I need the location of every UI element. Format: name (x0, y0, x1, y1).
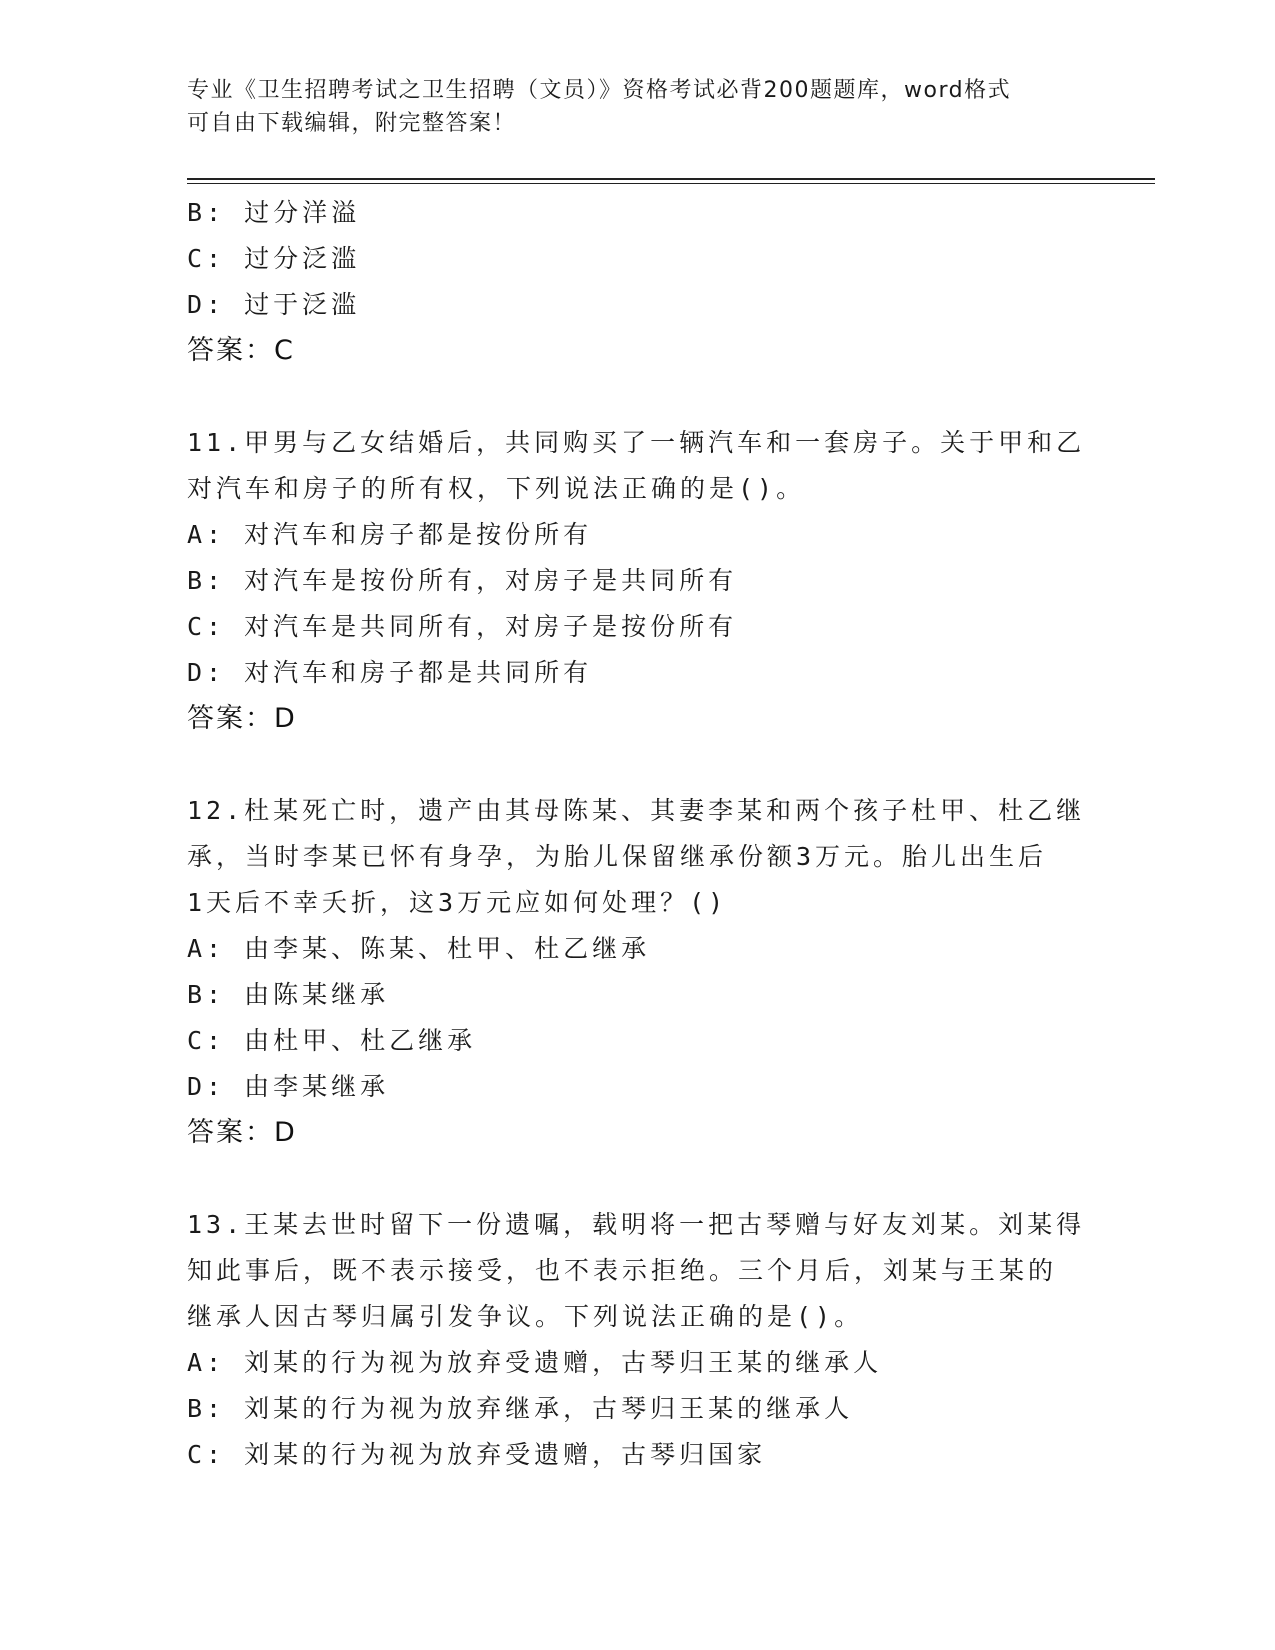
question-12 (187, 788, 1087, 1156)
question-options (187, 190, 1087, 328)
option-d: D: 由李某继承 (187, 1072, 390, 1101)
header-divider-thin (187, 183, 1155, 184)
stem-line: 知此事后，既不表示接受，也不表示拒绝。三个月后，刘某与王某的 (187, 1256, 1058, 1285)
answer-line: 答案：D (187, 1117, 297, 1148)
question-13 (187, 1202, 1087, 1478)
option-b: B: 刘某的行为视为放弃继承，古琴归王某的继承人 (187, 1394, 854, 1423)
stem-line: 12.杜某死亡时，遗产由其母陈某、其妻李某和两个孩子杜甲、杜乙继 (187, 796, 1086, 825)
question-stem (187, 420, 1087, 512)
question-stem (187, 1202, 1087, 1340)
question-list (187, 190, 1087, 1478)
option-c: C: 过分泛滥 (187, 244, 361, 273)
stem-line: 1天后不幸夭折，这3万元应如何处理？() (187, 888, 728, 917)
question-stem (187, 788, 1087, 926)
option-a: A: 对汽车和房子都是按份所有 (187, 520, 593, 549)
stem-line: 承，当时李某已怀有身孕，为胎儿保留继承份额3万元。胎儿出生后 (187, 842, 1048, 871)
stem-line: 对汽车和房子的所有权，下列说法正确的是()。 (187, 474, 806, 503)
answer-line: 答案：C (187, 335, 295, 366)
option-a: A: 刘某的行为视为放弃受遗赠，古琴归王某的继承人 (187, 1348, 883, 1377)
answer-line: 答案：D (187, 703, 297, 734)
option-d: D: 过于泛滥 (187, 290, 361, 319)
option-a: A: 由李某、陈某、杜甲、杜乙继承 (187, 934, 651, 963)
stem-line: 11.甲男与乙女结婚后，共同购买了一辆汽车和一套房子。关于甲和乙 (187, 428, 1086, 457)
header-divider-thick (187, 178, 1155, 180)
question-10-continued (187, 190, 1087, 374)
document-header (187, 74, 1067, 140)
question-options (187, 512, 1087, 696)
option-b: B: 由陈某继承 (187, 980, 390, 1009)
question-11 (187, 420, 1087, 742)
option-c: C: 刘某的行为视为放弃受遗赠，古琴归国家 (187, 1440, 767, 1469)
question-options (187, 926, 1087, 1110)
option-b: B: 过分洋溢 (187, 198, 361, 227)
stem-line: 13.王某去世时留下一份遗嘱，载明将一把古琴赠与好友刘某。刘某得 (187, 1210, 1086, 1239)
question-options (187, 1340, 1087, 1478)
option-c: C: 对汽车是共同所有，对房子是按份所有 (187, 612, 738, 641)
stem-line: 继承人因古琴归属引发争议。下列说法正确的是()。 (187, 1302, 864, 1331)
option-c: C: 由杜甲、杜乙继承 (187, 1026, 477, 1055)
option-b: B: 对汽车是按份所有，对房子是共同所有 (187, 566, 738, 595)
header-title-line-2: 可自由下载编辑，附完整答案！ (187, 111, 517, 136)
header-title-line-1: 专业《卫生招聘考试之卫生招聘（文员）》资格考试必背200题题库，word格式 (187, 78, 1012, 103)
option-d: D: 对汽车和房子都是共同所有 (187, 658, 593, 687)
